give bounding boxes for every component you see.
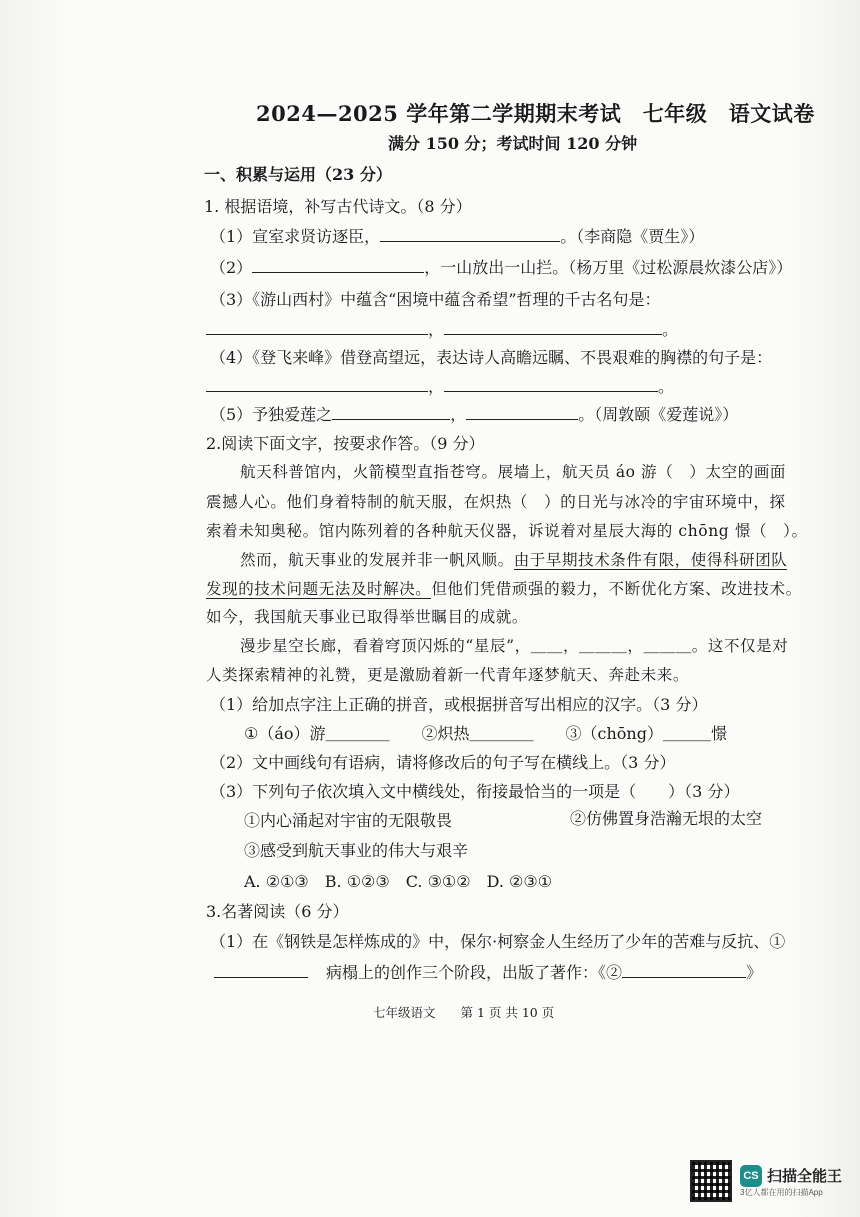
- passage-line: 震撼人心。他们身着特制的航天服，在炽热（ ）的日光与冰冷的宇宙环境中，探: [206, 493, 786, 511]
- underlined-sentence: 由于早期技术条件有限，使得科研团队: [513, 551, 788, 569]
- q2-stem: 2.阅读下面文字，按要求作答。（9 分）: [206, 434, 485, 453]
- qr-code-icon: [690, 1160, 732, 1202]
- passage-line: 索着未知奥秘。馆内陈列着的各种航天仪器，诉说着对星辰大海的 chōng 憬（ ）。: [206, 522, 808, 540]
- answer-blank[interactable]: [206, 374, 428, 392]
- underlined-sentence: 发现的技术问题无法及时解决。: [206, 580, 432, 598]
- passage-line: 航天科普馆内，火箭模型直指苍穹。展墙上，航天员 áo 游（ ）太空的画面: [240, 463, 787, 481]
- section-heading: 一、积累与运用（23 分）: [204, 165, 392, 184]
- q1-line3: （3）《游山西村》中蕴含“困境中蕴含希望”哲理的千古名句是：: [210, 290, 661, 309]
- q3-line1: （1）在《钢铁是怎样炼成的》中，保尔·柯察金人生经历了少年的苦难与反抗、①: [210, 932, 786, 951]
- option-3: ③感受到航天事业的伟大与艰辛: [244, 841, 469, 860]
- q1-line4: （4）《登飞来峰》借登高望远，表达诗人高瞻远瞩、不畏艰难的胸襟的句子是：: [210, 348, 773, 367]
- option-1: ①内心涌起对宇宙的无限敬畏: [244, 811, 453, 830]
- q3-stem: 3.名著阅读（6 分）: [206, 902, 349, 921]
- passage-line: 然而，航天事业的发展并非一帆风顺。由于早期技术条件有限，使得科研团队: [240, 551, 788, 569]
- exam-subtitle: 满分 150 分；考试时间 120 分钟: [388, 134, 638, 153]
- q2-sub3: （3）下列句子依次填入文中横线处，衔接最恰当的一项是（ ）（3 分）: [210, 782, 740, 801]
- answer-blank[interactable]: [332, 402, 450, 420]
- q1-line3-answer: ， 。: [206, 317, 678, 340]
- answer-blank[interactable]: [206, 317, 428, 335]
- q3-line2: 病榻上的创作三个阶段，出版了著作：《② 》: [214, 960, 762, 983]
- q1-line4-answer: ， 。: [206, 374, 674, 397]
- q2-sub1-options: ①（áo）游＿＿＿＿ ②炽热＿＿＿＿ ③（chōng）＿＿＿憬: [244, 724, 727, 743]
- q1-stem: 1. 根据语境，补写古代诗文。（8 分）: [204, 197, 472, 216]
- q1-line2: （2） ，一山放出一山拦。（杨万里《过松源晨炊漆公店》）: [210, 255, 792, 278]
- answer-blank[interactable]: [622, 960, 746, 978]
- q2-sub1: （1）给加点字注上正确的拼音，或根据拼音写出相应的汉字。（3 分）: [210, 695, 708, 714]
- camscanner-logo-icon: CS: [740, 1165, 762, 1187]
- answer-blank[interactable]: [252, 255, 424, 273]
- page-footer: 七年级语文 第 1 页 共 10 页: [373, 1005, 555, 1020]
- passage-line: 发现的技术问题无法及时解决。但他们凭借顽强的毅力，不断优化方案、改进技术。: [206, 580, 802, 598]
- answer-blank[interactable]: [466, 402, 578, 420]
- scanner-brand: CS 扫描全能王 3亿人都在用的扫描App: [740, 1165, 842, 1198]
- option-2: ②仿佛置身浩瀚无垠的太空: [570, 809, 763, 828]
- q1-line1: （1）宣室求贤访逐臣， 。（李商隐《贾生》）: [210, 224, 704, 247]
- scanner-watermark: [690, 1160, 842, 1202]
- answer-choices: A. ②①③ B. ①②③ C. ③①② D. ②③①: [244, 872, 553, 891]
- passage-line: 如今，我国航天事业已取得举世瞩目的成就。: [206, 608, 529, 626]
- passage-line: 人类探索精神的礼赞，更是激励着新一代青年逐梦航天、奔赴未来。: [206, 666, 690, 684]
- answer-blank[interactable]: [444, 374, 658, 392]
- passage-line: 漫步星空长廊，看着穹顶闪烁的“星辰”，＿＿，＿＿＿，＿＿＿。这不仅是对: [240, 637, 789, 655]
- q1-line5: （5）予独爱莲之 ， 。（周敦颐《爱莲说》）: [210, 402, 738, 425]
- answer-blank[interactable]: [444, 317, 662, 335]
- answer-blank[interactable]: [214, 960, 308, 978]
- answer-blank[interactable]: [380, 224, 560, 242]
- q2-sub2: （2）文中画线句有语病，请将修改后的句子写在横线上。（3 分）: [210, 753, 676, 772]
- exam-title: 2024—2025 学年第二学期期末考试 七年级 语文试卷: [256, 101, 815, 126]
